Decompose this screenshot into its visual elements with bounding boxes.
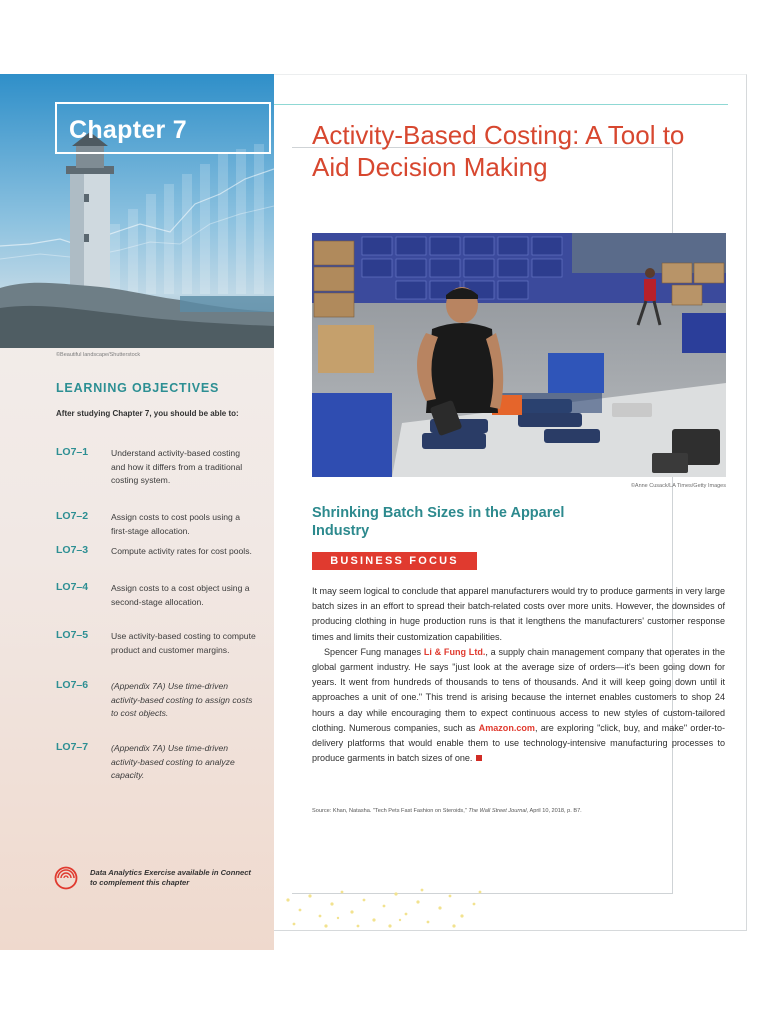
objective-text: Use activity-based costing to compute product and customer margins. <box>111 631 256 655</box>
source-citation <box>312 808 725 814</box>
chapter-title: Activity-Based Costing: A Tool to Aid Decision Making <box>312 120 685 182</box>
objective-code: LO7–1 <box>56 446 89 458</box>
source-text: , April 10, 2018, p. B7. <box>526 808 582 814</box>
objective-text: Compute activity rates for cost pools. <box>111 546 252 556</box>
chapter-label: Chapter 7 <box>69 116 188 144</box>
source-journal: The Wall Street Journal <box>468 808 527 814</box>
objective-code: LO7–2 <box>56 510 89 522</box>
data-analytics-icon <box>54 866 78 890</box>
data-analytics-note <box>54 866 254 892</box>
end-mark-icon <box>476 755 482 761</box>
objective-code: LO7–4 <box>56 581 89 593</box>
text-run: Spencer Fung manages <box>324 646 422 657</box>
photo-credit: ©Anne Cusack/LA Times/Getty Images <box>630 483 726 489</box>
objective-text: Assign costs to cost pools using a first-stage allocation. <box>111 512 240 536</box>
decorative-dots <box>280 886 490 932</box>
text-run: , a supply chain management company that operates in the global garment industry. He says "just look at the average size of orders—it's been going down for years. It went from hundreds of thousands to tens of thousands. And it will keep going down until it approaches a unit of one." This trend is arising because the internet enables customers to shop 24 hours a day while encouraging them to expect continuous access to new styles of custom-tailored clothing. Numerous companies, such as <box>312 646 725 733</box>
business-focus-label: BUSINESS FOCUS <box>312 552 477 570</box>
hero-image-credit: ©Beautiful landscape/Shutterstock <box>56 352 141 358</box>
objective-text: (Appendix 7A) Use time-driven activity-based costing to assign costs to cost objects. <box>111 681 253 718</box>
paragraph <box>312 645 725 767</box>
warehouse-photo <box>312 233 726 477</box>
learning-objectives-heading: LEARNING OBJECTIVES <box>56 381 220 395</box>
objective-code: LO7–5 <box>56 629 89 641</box>
objective-code: LO7–6 <box>56 679 89 691</box>
paragraph: It may seem logical to conclude that apparel manufacturers would try to produce garments in very large batch sizes in an effort to spread their batch-related costs over more units. However, the downsides of producing clothing in huge production runs is that it lengthens the manufacturers' customer response times and limits their customization capabilities. <box>312 586 725 642</box>
source-text: Source: Khan, Natasha. "Tech Pets Fast Fashion on Steroids," <box>312 808 469 814</box>
text-run: , are exploring "click, buy, and make" order-to-delivery platforms that would enable them to use technology-intensive manufacturing processes to produce garments in batch sizes of one. <box>312 722 725 764</box>
objective-text: Understand activity-based costing and how it differs from a traditional costing system. <box>111 448 243 485</box>
article-body <box>312 584 725 766</box>
chapter-box <box>55 102 271 154</box>
company-link[interactable]: Li & Fung Ltd. <box>423 646 486 657</box>
learning-objectives-intro: After studying Chapter 7, you should be able to: <box>56 409 239 418</box>
objective-text: (Appendix 7A) Use time-driven activity-based costing to analyze capacity. <box>111 743 235 780</box>
section-subhead: Shrinking Batch Sizes in the Apparel Industry <box>312 505 565 539</box>
objective-code: LO7–3 <box>56 544 89 556</box>
company-link[interactable]: Amazon.com <box>478 722 535 733</box>
data-analytics-text: Data Analytics Exercise available in Connect to complement this chapter <box>90 868 251 887</box>
objective-code: LO7–7 <box>56 741 89 753</box>
objective-text: Assign costs to a cost object using a second-stage allocation. <box>111 583 250 607</box>
